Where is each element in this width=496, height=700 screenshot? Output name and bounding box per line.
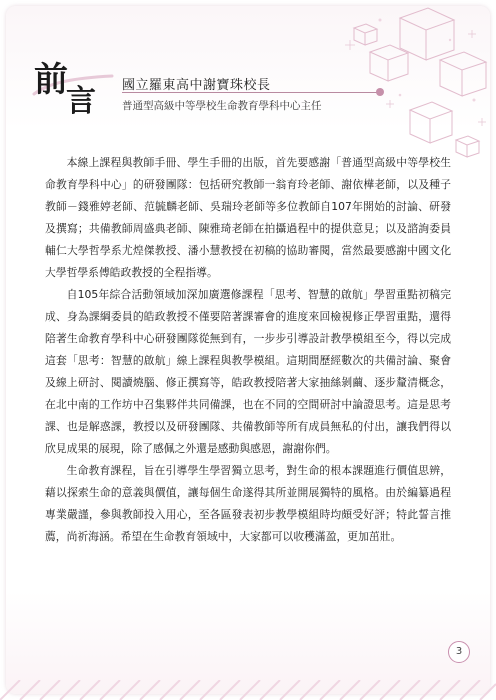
paragraph-2: 自105年綜合活動領域加深加廣選修課程「思考、智慧的啟航」學習重點初稿完成、身為課綱委員的皓政教授不僅要陪著課審會的進度來回檢視修正學習重點，還得陪著生命教育學科中心研發團隊從無到有，一步步引導設計教學模組至今，得以完成這套「思考：智慧的啟航」線上課程與教學模組。這期間歷經數次的共備討論、聚會及線上研討、閱讀燒腦、修正撰寫等，皓政教授陪著大家抽絲剝繭、逐步釐清概念，在北中南的工作坊中召集夥伴共同備課，也在不同的空間研討中論證思考。這是思考課、也是解惑課，教授以及研發團隊、共備教師等所有成員無私的付出，讓我們得以欣見成果的展現，除了感佩之外還是感動與感恩，謝謝你們。 [45,288,451,455]
preface-body [45,152,451,548]
author-title: 普通型高級中等學校生命教育學科中心主任 [122,100,322,112]
page-number: 3 [448,641,470,663]
footer-stripe-decoration [0,680,496,700]
paragraph-1: 本線上課程與教師手冊、學生手冊的出版，首先要感謝「普通型高級中等學校生命教育學科中心」的研發團隊：包括研究教師一翁育玲老師、謝依樺老師，以及種子教師－錢雅婷老師、范毓麟老師、吳瑞玲老師等多位教師自107年開始的討論、研發及撰寫；共備教師周盛典老師、陳雅琦老師在拍攝過程中的提供意見；以及諮詢委員輔仁大學哲學系尤煌傑教授、潘小慧教授在初稿的協助審閱，當然最要感謝中國文化大學哲學系傅皓政教授的全程指導。 [45,156,451,279]
header-divider [122,92,380,93]
paragraph-3: 生命教育課程，旨在引導學生學習獨立思考，對生命的根本課題進行價值思辨，藉以探索生命的意義與價值，讓每個生命遂得其所並開展獨特的風格。由於編纂過程專業嚴謹，參與教師投入用心，至各區發表初步教學模組時均頗受好評；特此誓言推薦，尚祈海涵。希望在生命教育領域中，大家都可以收穫滿盈，更加茁壯。 [45,464,451,543]
preface-title-char-1: 前 [34,60,68,100]
author-line: 國立羅東高中謝寶珠校長 [122,78,271,93]
divider-dot [376,88,384,96]
page-header [30,52,470,122]
preface-title-char-2: 言 [66,84,96,119]
preface-title-logo [30,52,120,122]
